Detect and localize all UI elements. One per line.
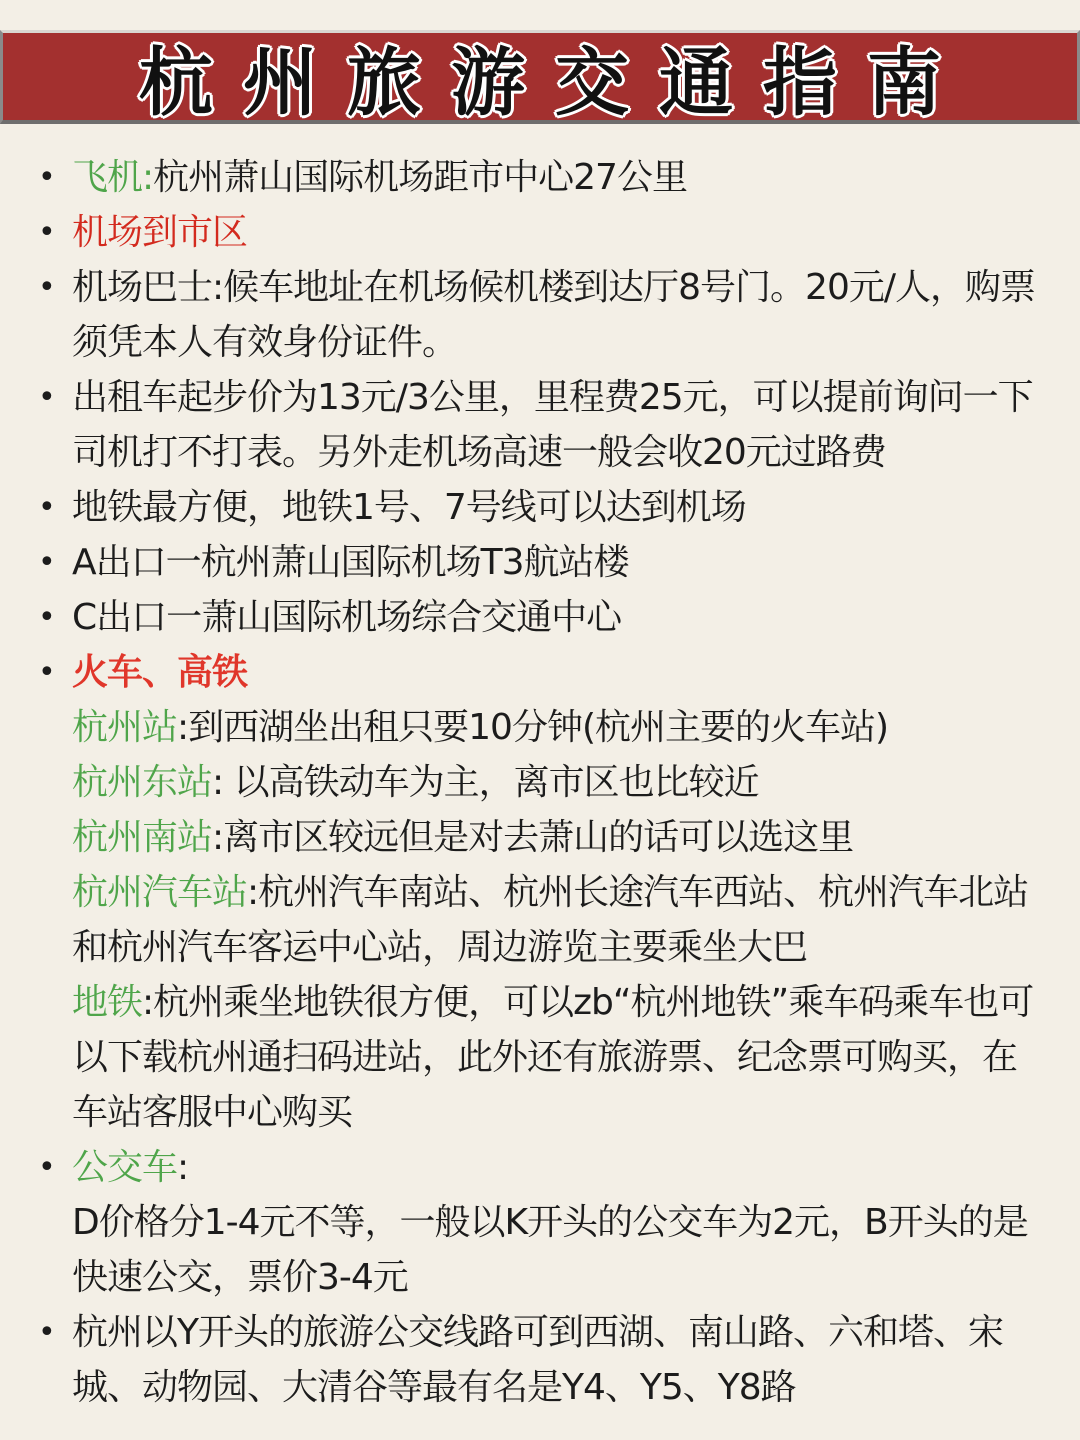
airport-bus-text: 机场巴士:候车地址在机场候机楼到达厅8号门。20元/人，购票须凭本人有效身份证件。 bbox=[72, 267, 1035, 363]
train-heading: 火车、高铁 bbox=[72, 652, 248, 693]
city-bus-label: 公交车 bbox=[72, 1147, 178, 1188]
list-item-metro bbox=[36, 480, 1046, 535]
hz-south-line bbox=[36, 810, 1046, 865]
hz-station-text: :到西湖坐出租只要10分钟(杭州主要的火车站) bbox=[177, 707, 889, 748]
list-item-airport-to-city bbox=[36, 205, 1046, 260]
guide-content bbox=[36, 150, 1046, 1415]
hz-bus-station-label: 杭州汽车站 bbox=[72, 872, 248, 913]
hz-south-text: :离市区较远但是对去萧山的话可以选这里 bbox=[212, 817, 854, 858]
hz-station-line bbox=[36, 700, 1046, 755]
list-item-city-bus bbox=[36, 1140, 1046, 1195]
subway-label: 地铁 bbox=[72, 982, 143, 1023]
plane-text: 杭州萧山国际机场距市中心27公里 bbox=[153, 157, 687, 198]
exit-a-text: A出口一杭州萧山国际机场T3航站楼 bbox=[72, 542, 629, 583]
list-item-airport-bus bbox=[36, 260, 1046, 370]
list-item-exit-a bbox=[36, 535, 1046, 590]
city-bus-text: D价格分1-4元不等，一般以K开头的公交车为2元，B开头的是快速公交，票价3-4元 bbox=[72, 1202, 1028, 1298]
airport-to-city-heading: 机场到市区 bbox=[72, 212, 248, 253]
title-banner bbox=[0, 30, 1080, 124]
hz-east-text: : 以高铁动车为主，离市区也比较近 bbox=[212, 762, 759, 803]
metro-text: 地铁最方便，地铁1号、7号线可以达到机场 bbox=[72, 487, 746, 528]
hz-bus-station-text: :杭州汽车南站、杭州长途汽车西站、杭州汽车北站和杭州汽车客运中心站，周边游览主要乘坐大巴 bbox=[72, 872, 1029, 968]
city-bus-colon: : bbox=[177, 1147, 189, 1188]
hz-bus-station-line bbox=[36, 865, 1046, 975]
hz-east-label: 杭州东站 bbox=[72, 762, 213, 803]
subway-text: :杭州乘坐地铁很方便，可以zb“杭州地铁”乘车码乘车也可以下载杭州通扫码进站，此外还有旅游票、纪念票可购买，在车站客服中心购买 bbox=[72, 982, 1034, 1133]
subway-line bbox=[36, 975, 1046, 1140]
page-title: 杭州旅游交通指南 bbox=[139, 39, 971, 126]
taxi-text: 出租车起步价为13元/3公里，里程费25元，可以提前询问一下司机打不打表。另外走机场高速一般会收20元过路费 bbox=[72, 377, 1033, 473]
tour-bus-text: 杭州以Y开头的旅游公交线路可到西湖、南山路、六和塔、宋城、动物园、大清谷等最有名是Y4、Y5、Y8路 bbox=[72, 1312, 1003, 1408]
plane-label: 飞机: bbox=[72, 157, 154, 198]
exit-c-text: C出口一萧山国际机场综合交通中心 bbox=[72, 597, 622, 638]
city-bus-detail bbox=[36, 1195, 1046, 1305]
list-item-train bbox=[36, 645, 1046, 700]
list-item-tour-bus bbox=[36, 1305, 1046, 1415]
hz-east-line bbox=[36, 755, 1046, 810]
hz-south-label: 杭州南站 bbox=[72, 817, 213, 858]
hz-station-label: 杭州站 bbox=[72, 707, 178, 748]
list-item-taxi bbox=[36, 370, 1046, 480]
list-item-plane bbox=[36, 150, 1046, 205]
list-item-exit-c bbox=[36, 590, 1046, 645]
